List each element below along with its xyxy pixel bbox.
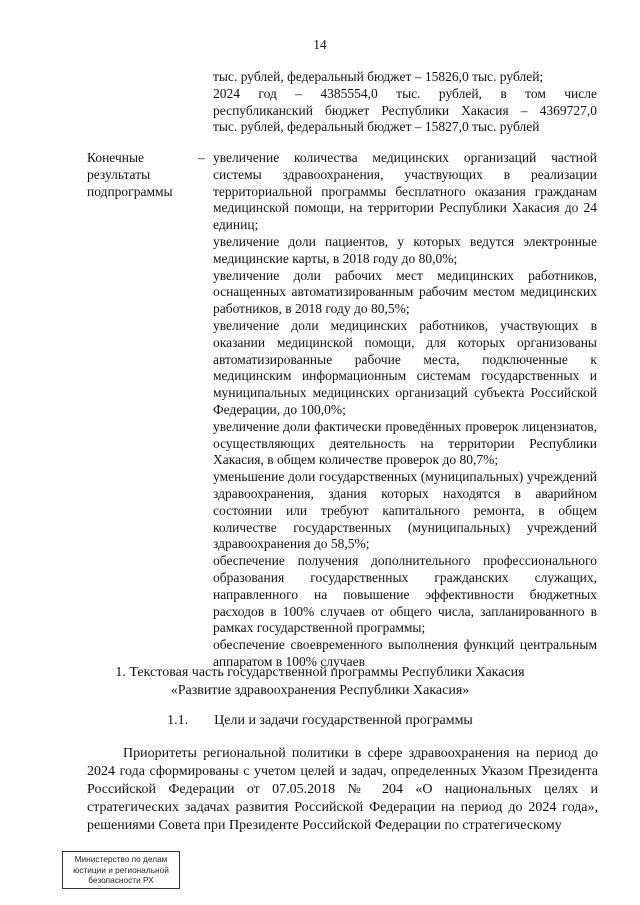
section-heading-line: 1. Текстовая часть государственной программы Республики Хакасия [115, 665, 525, 680]
funding-line: республиканский бюджет Республики Хакасия – 4369727,0 [213, 102, 597, 118]
subsection-title: Цели и задачи государственной программы [214, 713, 473, 728]
result-item: уменьшение доли государственных (муниципальных) учреждений здравоохранения, здания которых находятся в аварийном состоянии или требуют капитального ремонта, в общем количестве государственных (муниципальных) учреждений здравоохранения до 58,5%; [213, 469, 597, 552]
final-results-list [213, 150, 597, 671]
label-line: Конечные [87, 150, 145, 165]
result-item: увеличение доли пациентов, у которых ведутся электронные медицинские карты, в 2018 году до 80,0%; [213, 233, 597, 266]
label-line: подпрограммы [87, 183, 173, 199]
ministry-stamp [62, 851, 180, 889]
label-line: результаты [87, 166, 151, 182]
funding-line: тыс. рублей, федеральный бюджет – 15826,0 тыс. рублей; [213, 69, 544, 84]
result-item: обеспечение получения дополнительного профессионального образования государственных гражданских служащих, направленного на повышение эффективности бюджетных расходов в 100% случаев от общего числа, запланированного в рамках государственной программы; [213, 553, 597, 636]
stamp-line: Министерство по делам [74, 854, 168, 864]
subsection-number: 1.1. [167, 713, 189, 728]
funding-continuation [213, 69, 597, 136]
label-dash: – [198, 150, 205, 165]
stamp-line: юстиции и региональной [73, 864, 169, 875]
final-results-label [87, 150, 197, 200]
paragraph-text: Приоритеты региональной политики в сфере здравоохранения на период до 2024 года сформированы с учетом целей и задач, определенных Указом Президента Российской Федерации от 07.05.2018 № 204 «О национальных целях и стратегических задачах развития Российской Федерации на период до 2024 года», решениями Совета при Президенте Российской Федерации по стратегическому [87, 746, 598, 833]
page-number: 14 [313, 37, 327, 52]
funding-line: тыс. рублей, федеральный бюджет – 15827,0 тыс. рублей [213, 119, 540, 135]
result-item: увеличение доли медицинских работников, участвующих в оказании медицинской помощи, для которых организованы автоматизированные рабочие места, подключенные к медицинским информационным системам государственных и муниципальных медицинских организаций субъекта Российской Федерации, до 100,0%; [213, 317, 597, 417]
section-heading [0, 664, 640, 700]
body-paragraph [87, 745, 598, 835]
section-heading-line: «Развитие здравоохранения Республики Хакасия» [170, 683, 470, 698]
result-item: увеличение доли рабочих мест медицинских работников, оснащенных автоматизированным рабочим местом медицинских работников, в 2018 году до 80,5%; [213, 267, 597, 317]
stamp-line: безопасности РХ [88, 875, 154, 885]
funding-line: 2024 год – 4385554,0 тыс. рублей, в том числе [213, 85, 597, 101]
result-item: увеличение количества медицинских организаций частной системы здравоохранения, участвующих в реализации территориальной программы бесплатного оказания гражданам медицинской помощи, на территории Республики Хакасия до 24 единиц; [213, 150, 597, 233]
subsection-heading [0, 712, 640, 730]
result-item: увеличение доли фактически проведённых проверок лицензиатов, осуществляющих деятельность на территории Республики Хакасия, в общем количестве проверок до 80,7%; [213, 418, 597, 468]
result-item: обеспечение своевременного выполнения функций центральным аппаратом в 100% случаев [213, 637, 597, 669]
